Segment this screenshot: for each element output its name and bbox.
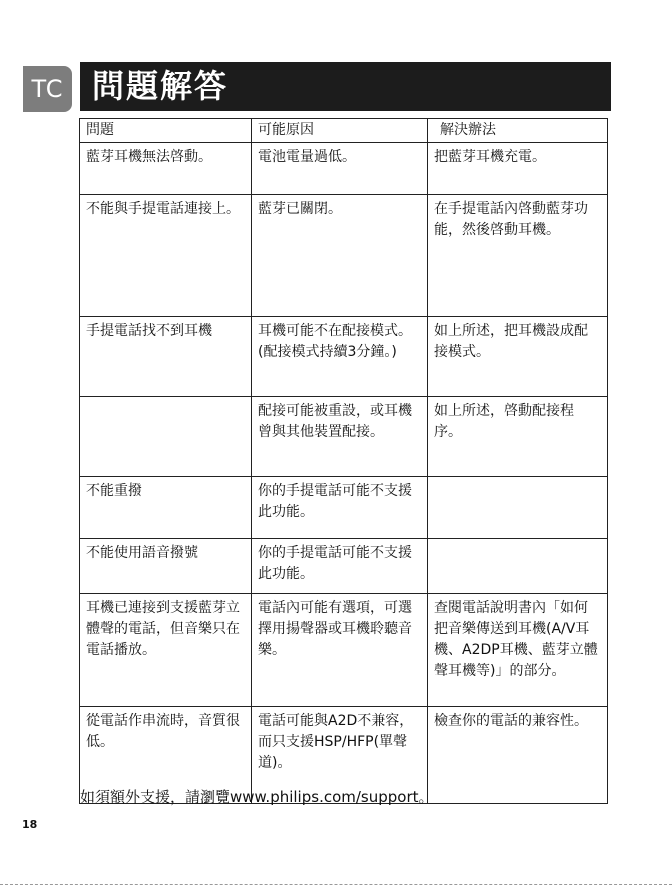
solution-cell: 如上所述，啓動配接程序。 <box>428 397 608 477</box>
table-row <box>80 195 608 317</box>
table-row <box>80 397 608 477</box>
page-title: 問題解答 <box>80 62 611 111</box>
solution-cell: 在手提電話內啓動藍芽功能，然後啓動耳機。 <box>428 195 608 317</box>
table-row <box>80 539 608 594</box>
language-badge: TC <box>23 66 72 112</box>
problem-cell: 藍芽耳機無法啓動。 <box>80 143 252 195</box>
problem-cell: 不能與手提電話連接上。 <box>80 195 252 317</box>
problem-cell: 不能重撥 <box>80 477 252 539</box>
solution-cell <box>428 539 608 594</box>
problem-cell: 從電話作串流時，音質很低。 <box>80 707 252 804</box>
problem-cell: 耳機已連接到支援藍芽立體聲的電話，但音樂只在電話播放。 <box>80 594 252 707</box>
table-row <box>80 317 608 397</box>
solution-cell <box>428 477 608 539</box>
cause-cell: 你的手提電話可能不支援此功能。 <box>252 539 428 594</box>
support-note: 如須額外支援，請瀏覽www.philips.com/support。 <box>80 788 434 806</box>
problem-cell <box>80 397 252 477</box>
column-header-solution: 解決辦法 <box>428 119 608 143</box>
table-row <box>80 143 608 195</box>
problem-cell: 不能使用語音撥號 <box>80 539 252 594</box>
table-row <box>80 477 608 539</box>
troubleshooting-table <box>79 118 608 804</box>
cause-cell: 電池電量過低。 <box>252 143 428 195</box>
cause-cell: 耳機可能不在配接模式。(配接模式持續3分鐘。) <box>252 317 428 397</box>
cause-cell: 藍芽已關閉。 <box>252 195 428 317</box>
table-row <box>80 594 608 707</box>
cause-cell: 電話可能與A2D不兼容，而只支援HSP/HFP(單聲道)。 <box>252 707 428 804</box>
problem-cell: 手提電話找不到耳機 <box>80 317 252 397</box>
solution-cell: 檢查你的電話的兼容性。 <box>428 707 608 804</box>
solution-cell: 如上所述，把耳機設成配接模式。 <box>428 317 608 397</box>
cause-cell: 電話內可能有選項，可選擇用揚聲器或耳機聆聽音樂。 <box>252 594 428 707</box>
table-header-row <box>80 119 608 143</box>
solution-cell: 查閱電話說明書內「如何把音樂傳送到耳機(A/V耳機、A2DP耳機、藍芽立體聲耳機等)」的部分。 <box>428 594 608 707</box>
bottom-divider <box>0 884 672 885</box>
column-header-cause: 可能原因 <box>252 119 428 143</box>
column-header-problem: 問題 <box>80 119 252 143</box>
solution-cell: 把藍芽耳機充電。 <box>428 143 608 195</box>
cause-cell: 配接可能被重設，或耳機曾與其他裝置配接。 <box>252 397 428 477</box>
cause-cell: 你的手提電話可能不支援此功能。 <box>252 477 428 539</box>
page-number: 18 <box>22 818 38 831</box>
